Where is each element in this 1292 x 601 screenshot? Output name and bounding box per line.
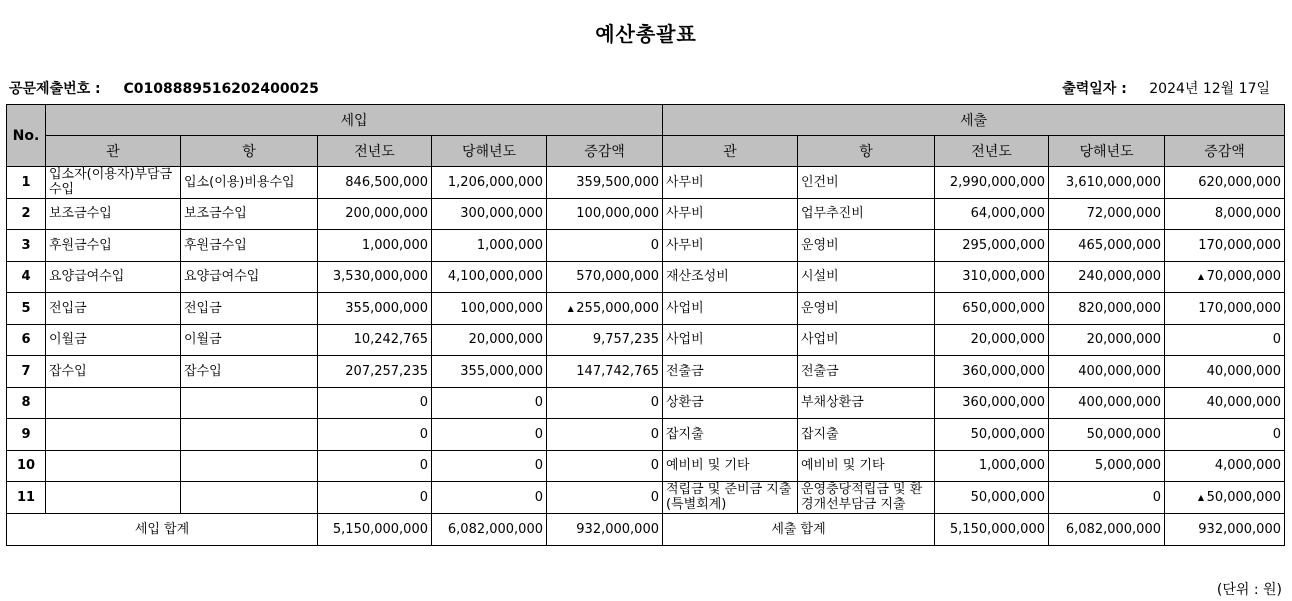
income-curr-cell: 300,000,000 [432,198,547,230]
header-row-groups [7,105,1285,136]
print-date-label: 출력일자 : [1062,81,1127,97]
expense-prev-cell: 360,000,000 [935,356,1049,388]
expense-curr-cell: 3,610,000,000 [1049,167,1165,199]
income-gwan-cell [46,419,181,451]
expense-curr-cell: 465,000,000 [1049,230,1165,262]
row-number-cell: 5 [7,293,46,325]
income-curr-cell: 1,206,000,000 [432,167,547,199]
expense-gwan-cell: 사무비 [663,198,798,230]
expense-hang-cell: 운영비 [798,230,935,262]
income-hang-cell [181,387,318,419]
income-gwan-cell: 전입금 [46,293,181,325]
expense-total-diff: 932,000,000 [1165,513,1285,545]
income-prev-cell: 207,257,235 [318,356,432,388]
page-title: 예산총괄표 [595,22,697,46]
expense-diff-cell: 4,000,000 [1165,450,1285,482]
income-prev-cell: 0 [318,450,432,482]
row-number-cell: 10 [7,450,46,482]
header-row-columns [7,136,1285,167]
expense-curr-cell: 20,000,000 [1049,324,1165,356]
income-hang-cell [181,482,318,514]
column-group-expense: 세출 [663,105,1285,136]
income-total-diff: 932,000,000 [547,513,663,545]
expense-gwan-cell: 사무비 [663,230,798,262]
expense-gwan-cell: 적립금 및 준비금 지출(특별회계) [663,482,798,514]
expense-hang-cell: 시설비 [798,261,935,293]
expense-curr-cell: 5,000,000 [1049,450,1165,482]
income-hang-cell [181,450,318,482]
income-gwan-cell [46,450,181,482]
expense-diff-cell: 170,000,000 [1165,293,1285,325]
expense-diff-cell: 40,000,000 [1165,356,1285,388]
expense-curr-cell: 0 [1049,482,1165,514]
expense-gwan-cell: 전출금 [663,356,798,388]
income-diff-cell: 100,000,000 [547,198,663,230]
income-curr-cell: 355,000,000 [432,356,547,388]
income-gwan-cell: 이월금 [46,324,181,356]
row-number-cell: 9 [7,419,46,451]
expense-gwan-cell: 사업비 [663,324,798,356]
income-diff-cell: 0 [547,482,663,514]
income-hang-cell: 후원금수입 [181,230,318,262]
income-diff-cell: 0 [547,419,663,451]
table-row [7,230,1285,262]
expense-hang-cell: 사업비 [798,324,935,356]
column-header-income-hang: 항 [181,136,318,167]
row-number-cell: 2 [7,198,46,230]
income-diff-cell: 359,500,000 [547,167,663,199]
table-row [7,293,1285,325]
income-curr-cell: 1,000,000 [432,230,547,262]
income-hang-cell: 입소(이용)비용수입 [181,167,318,199]
income-gwan-cell: 보조금수입 [46,198,181,230]
income-curr-cell: 0 [432,419,547,451]
income-diff-cell: 0 [547,450,663,482]
income-gwan-cell: 입소자(이용자)부담금수입 [46,167,181,199]
income-prev-cell: 846,500,000 [318,167,432,199]
income-hang-cell: 전입금 [181,293,318,325]
income-hang-cell: 이월금 [181,324,318,356]
expense-gwan-cell: 잡지출 [663,419,798,451]
income-diff-cell: 0 [547,230,663,262]
expense-prev-cell: 64,000,000 [935,198,1049,230]
column-header-expense-hang: 항 [798,136,935,167]
expense-prev-cell: 50,000,000 [935,419,1049,451]
income-diff-cell: 570,000,000 [547,261,663,293]
row-number-cell: 11 [7,482,46,514]
income-prev-cell: 0 [318,482,432,514]
income-diff-cell: 147,742,765 [547,356,663,388]
income-curr-cell: 0 [432,482,547,514]
unit-note: (단위 : 원) [1216,582,1282,598]
expense-hang-cell: 전출금 [798,356,935,388]
income-prev-cell: 1,000,000 [318,230,432,262]
expense-diff-cell: ▲ 50,000,000 [1165,482,1285,514]
doc-number [9,78,319,98]
income-hang-cell [181,419,318,451]
expense-prev-cell: 650,000,000 [935,293,1049,325]
expense-total-prev: 5,150,000,000 [935,513,1049,545]
income-prev-cell: 10,242,765 [318,324,432,356]
row-number-cell: 8 [7,387,46,419]
print-date-value: 2024년 12월 17일 [1149,81,1270,97]
totals-row [7,513,1285,545]
budget-summary-table [6,104,1285,546]
expense-prev-cell: 310,000,000 [935,261,1049,293]
column-header-no: No. [7,105,46,167]
expense-prev-cell: 20,000,000 [935,324,1049,356]
table-row [7,356,1285,388]
row-number-cell: 1 [7,167,46,199]
expense-hang-cell: 부채상환금 [798,387,935,419]
column-header-income-prev: 전년도 [318,136,432,167]
column-header-income-gwan: 관 [46,136,181,167]
income-prev-cell: 0 [318,387,432,419]
column-header-income-diff: 증감액 [547,136,663,167]
table-row [7,167,1285,199]
income-gwan-cell [46,387,181,419]
expense-diff-cell: 620,000,000 [1165,167,1285,199]
income-diff-cell: 9,757,235 [547,324,663,356]
income-prev-cell: 200,000,000 [318,198,432,230]
income-prev-cell: 0 [318,419,432,451]
expense-gwan-cell: 예비비 및 기타 [663,450,798,482]
income-total-curr: 6,082,000,000 [432,513,547,545]
row-number-cell: 6 [7,324,46,356]
expense-gwan-cell: 사무비 [663,167,798,199]
income-curr-cell: 0 [432,450,547,482]
income-total-prev: 5,150,000,000 [318,513,432,545]
row-number-cell: 3 [7,230,46,262]
expense-curr-cell: 240,000,000 [1049,261,1165,293]
column-header-expense-diff: 증감액 [1165,136,1285,167]
expense-hang-cell: 잡지출 [798,419,935,451]
expense-diff-cell: ▲ 70,000,000 [1165,261,1285,293]
print-date [1062,78,1270,98]
expense-total-label: 세출 합계 [663,513,935,545]
expense-hang-cell: 운영충당적립금 및 환경개선부담금 지출 [798,482,935,514]
expense-total-curr: 6,082,000,000 [1049,513,1165,545]
column-header-expense-prev: 전년도 [935,136,1049,167]
row-number-cell: 7 [7,356,46,388]
income-hang-cell: 잡수입 [181,356,318,388]
expense-hang-cell: 운영비 [798,293,935,325]
expense-hang-cell: 예비비 및 기타 [798,450,935,482]
column-header-expense-curr: 당해년도 [1049,136,1165,167]
income-gwan-cell: 요양급여수입 [46,261,181,293]
column-header-income-curr: 당해년도 [432,136,547,167]
expense-gwan-cell: 상환금 [663,387,798,419]
expense-prev-cell: 1,000,000 [935,450,1049,482]
table-row [7,450,1285,482]
expense-diff-cell: 170,000,000 [1165,230,1285,262]
expense-diff-cell: 0 [1165,419,1285,451]
doc-number-label: 공문제출번호 : [9,81,101,97]
income-curr-cell: 4,100,000,000 [432,261,547,293]
table-row [7,482,1285,514]
expense-prev-cell: 360,000,000 [935,387,1049,419]
income-gwan-cell [46,482,181,514]
expense-prev-cell: 50,000,000 [935,482,1049,514]
expense-prev-cell: 295,000,000 [935,230,1049,262]
income-hang-cell: 보조금수입 [181,198,318,230]
expense-prev-cell: 2,990,000,000 [935,167,1049,199]
expense-gwan-cell: 재산조성비 [663,261,798,293]
income-diff-cell: 0 [547,387,663,419]
income-prev-cell: 355,000,000 [318,293,432,325]
doc-number-value: C0108889516202400025 [123,81,319,97]
column-header-expense-gwan: 관 [663,136,798,167]
expense-gwan-cell: 사업비 [663,293,798,325]
income-curr-cell: 0 [432,387,547,419]
table-row [7,261,1285,293]
expense-diff-cell: 8,000,000 [1165,198,1285,230]
column-group-income: 세입 [46,105,663,136]
income-prev-cell: 3,530,000,000 [318,261,432,293]
expense-curr-cell: 50,000,000 [1049,419,1165,451]
table-row [7,419,1285,451]
expense-curr-cell: 72,000,000 [1049,198,1165,230]
table-row [7,387,1285,419]
expense-diff-cell: 0 [1165,324,1285,356]
income-curr-cell: 20,000,000 [432,324,547,356]
table-row [7,324,1285,356]
expense-hang-cell: 업무추진비 [798,198,935,230]
row-number-cell: 4 [7,261,46,293]
expense-diff-cell: 40,000,000 [1165,387,1285,419]
expense-curr-cell: 820,000,000 [1049,293,1165,325]
expense-curr-cell: 400,000,000 [1049,387,1165,419]
income-gwan-cell: 잡수입 [46,356,181,388]
income-diff-cell: ▲ 255,000,000 [547,293,663,325]
table-row [7,198,1285,230]
income-total-label: 세입 합계 [7,513,318,545]
income-gwan-cell: 후원금수입 [46,230,181,262]
expense-hang-cell: 인건비 [798,167,935,199]
income-hang-cell: 요양급여수입 [181,261,318,293]
expense-curr-cell: 400,000,000 [1049,356,1165,388]
income-curr-cell: 100,000,000 [432,293,547,325]
